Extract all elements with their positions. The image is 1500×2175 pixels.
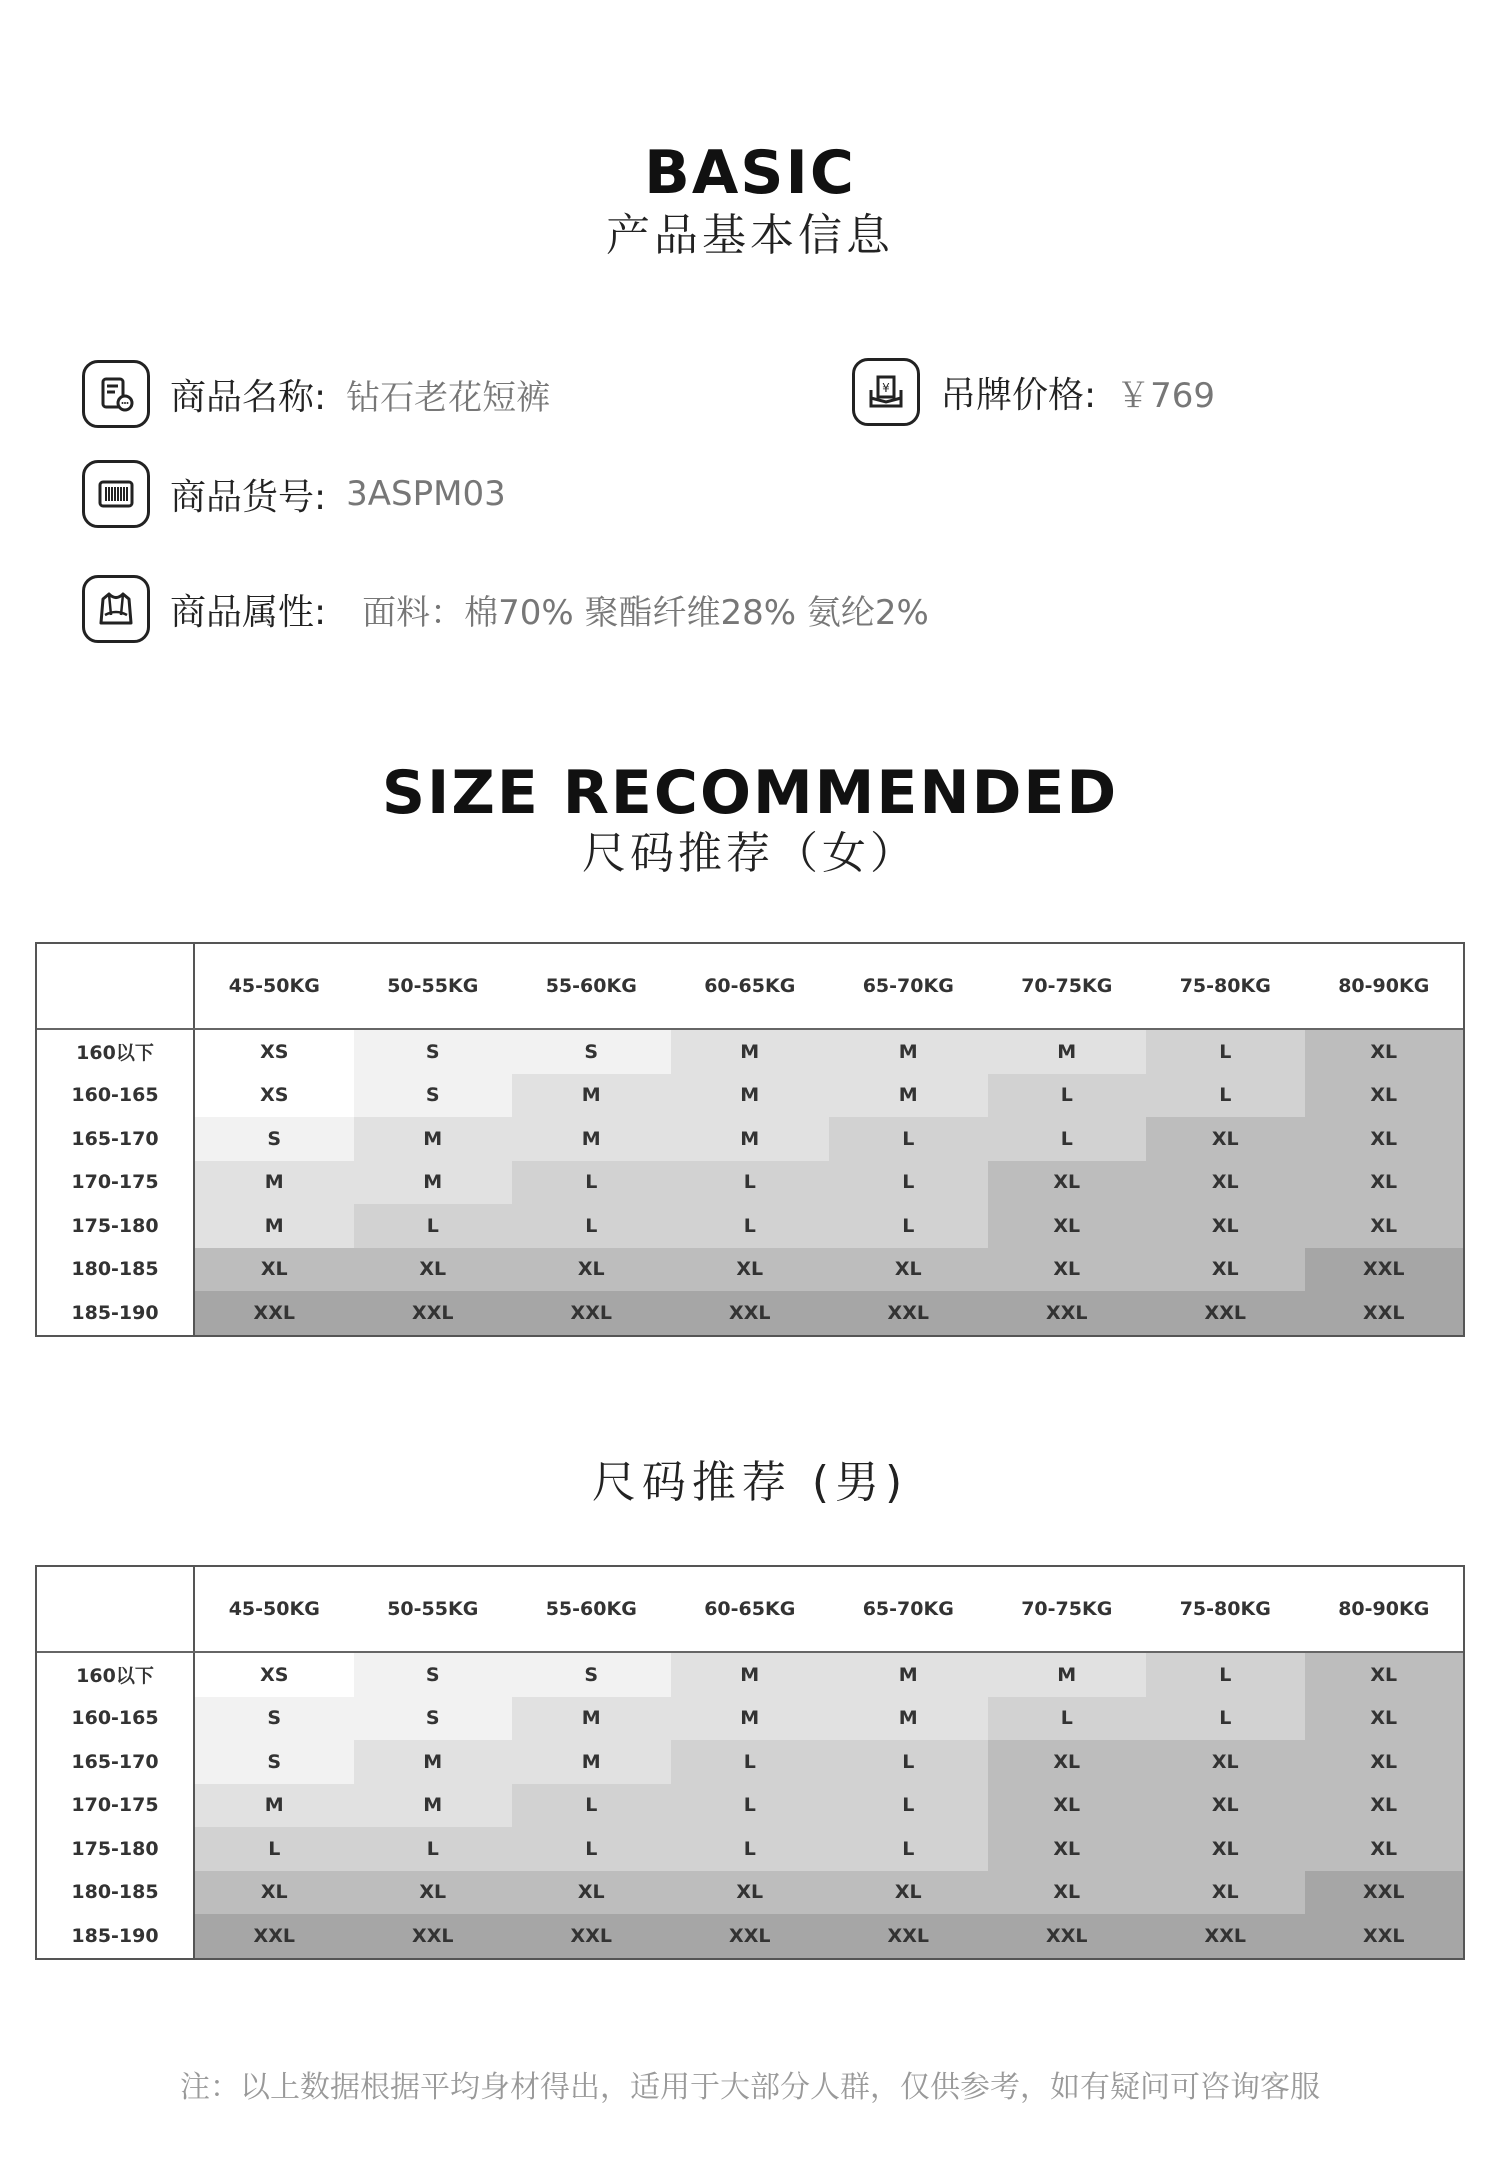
table-row: [37, 1740, 1463, 1784]
height-label: 185-190: [37, 1914, 195, 1958]
size-cell: XL: [988, 1827, 1147, 1871]
size-cell: L: [829, 1161, 988, 1205]
size-cell: XL: [1305, 1074, 1464, 1118]
table-row: [37, 1653, 1463, 1697]
size-cell: M: [354, 1784, 513, 1828]
size-cell: XS: [195, 1030, 354, 1074]
svg-text:¥: ¥: [882, 381, 890, 395]
size-cell: M: [671, 1117, 830, 1161]
size-cell: XL: [1305, 1653, 1464, 1697]
size-cell: XXL: [829, 1914, 988, 1958]
size-cell: L: [354, 1827, 513, 1871]
size-cell: M: [512, 1740, 671, 1784]
size-cell: XL: [988, 1248, 1147, 1292]
weight-header: 60-65KG: [704, 1598, 796, 1620]
weight-header: 65-70KG: [862, 975, 954, 997]
size-cell: XXL: [354, 1914, 513, 1958]
info-name-value: 钻石老花短裤: [346, 377, 551, 418]
weight-header: 70-75KG: [1021, 975, 1113, 997]
table-row: [37, 1697, 1463, 1741]
size-cell: XXL: [988, 1291, 1147, 1335]
size-cell: XXL: [1305, 1291, 1464, 1335]
size-cell: XL: [988, 1871, 1147, 1915]
basic-subtitle: 产品基本信息: [606, 210, 894, 261]
table-row: [37, 1784, 1463, 1828]
size-cell: XL: [1146, 1827, 1305, 1871]
size-cell: M: [512, 1697, 671, 1741]
size-cell: M: [829, 1030, 988, 1074]
size-cell: S: [354, 1074, 513, 1118]
size-cell: XL: [1305, 1697, 1464, 1741]
size-cell: XL: [1146, 1248, 1305, 1292]
barcode-icon: [82, 460, 150, 528]
weight-header: 55-60KG: [545, 975, 637, 997]
weight-header: 75-80KG: [1179, 975, 1271, 997]
size-cell: S: [354, 1697, 513, 1741]
size-cell: L: [829, 1784, 988, 1828]
size-table-women: [35, 942, 1465, 1337]
size-cell: XL: [988, 1204, 1147, 1248]
size-cell: M: [829, 1697, 988, 1741]
size-title: SIZE RECOMMENDED: [381, 758, 1119, 828]
size-cell: XL: [354, 1871, 513, 1915]
size-cell: M: [829, 1653, 988, 1697]
info-sku-row: [82, 460, 506, 528]
size-cell: M: [354, 1117, 513, 1161]
size-cell: XL: [512, 1871, 671, 1915]
size-cell: M: [671, 1030, 830, 1074]
size-cell: L: [988, 1697, 1147, 1741]
weight-header: 70-75KG: [1021, 1598, 1113, 1620]
height-label: 180-185: [37, 1248, 195, 1292]
size-cell: XL: [1146, 1161, 1305, 1205]
weight-header: 45-50KG: [228, 975, 320, 997]
table-row: [37, 1074, 1463, 1118]
info-price-value: ￥769: [1116, 375, 1216, 416]
info-attr-label: 商品属性:: [170, 591, 327, 633]
info-attr-value: 面料：棉70% 聚酯纤维28% 氨纶2%: [362, 592, 929, 633]
table-row: [37, 1291, 1463, 1335]
size-cell: L: [1146, 1653, 1305, 1697]
weight-header: 75-80KG: [1179, 1598, 1271, 1620]
height-label: 160-165: [37, 1697, 195, 1741]
size-cell: L: [512, 1161, 671, 1205]
height-label: 160-165: [37, 1074, 195, 1118]
size-cell: XL: [1146, 1117, 1305, 1161]
size-cell: XL: [1146, 1740, 1305, 1784]
size-cell: XS: [195, 1653, 354, 1697]
size-cell: XL: [671, 1871, 830, 1915]
size-cell: M: [512, 1074, 671, 1118]
size-cell: L: [988, 1074, 1147, 1118]
size-cell: M: [512, 1117, 671, 1161]
table-row: [37, 1117, 1463, 1161]
size-cell: XL: [1305, 1740, 1464, 1784]
size-cell: XL: [988, 1161, 1147, 1205]
size-cell: XXL: [512, 1291, 671, 1335]
size-cell: L: [988, 1117, 1147, 1161]
size-cell: L: [1146, 1697, 1305, 1741]
size-cell: XL: [1305, 1827, 1464, 1871]
height-label: 175-180: [37, 1204, 195, 1248]
info-name-row: [82, 360, 550, 428]
size-cell: L: [671, 1161, 830, 1205]
size-cell: M: [671, 1074, 830, 1118]
height-label: 170-175: [37, 1161, 195, 1205]
height-label: 175-180: [37, 1827, 195, 1871]
weight-header: 55-60KG: [545, 1598, 637, 1620]
size-cell: M: [988, 1030, 1147, 1074]
table-row: [37, 1827, 1463, 1871]
size-cell: M: [195, 1784, 354, 1828]
height-label: 165-170: [37, 1740, 195, 1784]
size-cell: S: [195, 1740, 354, 1784]
size-cell: S: [354, 1653, 513, 1697]
size-cell: XXL: [671, 1291, 830, 1335]
weight-header: 50-55KG: [387, 1598, 479, 1620]
info-attr-row: [82, 575, 929, 643]
size-cell: M: [671, 1697, 830, 1741]
table-header: [37, 944, 1463, 1030]
size-cell: S: [354, 1030, 513, 1074]
table-row: [37, 1871, 1463, 1915]
weight-header: 60-65KG: [704, 975, 796, 997]
size-cell: XL: [1146, 1204, 1305, 1248]
info-sku-label: 商品货号:: [170, 476, 327, 518]
size-cell: XL: [1305, 1117, 1464, 1161]
size-cell: M: [195, 1161, 354, 1205]
size-cell: XXL: [1146, 1291, 1305, 1335]
size-subtitle-women: 尺码推荐（女）: [582, 828, 918, 879]
size-cell: XXL: [195, 1914, 354, 1958]
size-cell: M: [829, 1074, 988, 1118]
height-label: 180-185: [37, 1871, 195, 1915]
size-cell: L: [512, 1827, 671, 1871]
size-cell: XXL: [1146, 1914, 1305, 1958]
weight-header: 50-55KG: [387, 975, 479, 997]
size-cell: L: [512, 1784, 671, 1828]
weight-header: 45-50KG: [228, 1598, 320, 1620]
size-cell: XXL: [1305, 1914, 1464, 1958]
table-row: [37, 1204, 1463, 1248]
size-cell: XL: [1305, 1784, 1464, 1828]
size-cell: XL: [512, 1248, 671, 1292]
document-icon: [82, 360, 150, 428]
table-row: [37, 1248, 1463, 1292]
shirt-icon: [82, 575, 150, 643]
size-cell: S: [512, 1030, 671, 1074]
size-cell: M: [195, 1204, 354, 1248]
size-cell: M: [671, 1653, 830, 1697]
size-cell: XXL: [195, 1291, 354, 1335]
info-name-label: 商品名称:: [170, 376, 327, 418]
size-cell: XL: [1146, 1871, 1305, 1915]
info-price-row: [852, 358, 1215, 426]
size-cell: XL: [354, 1248, 513, 1292]
size-cell: XL: [829, 1871, 988, 1915]
size-cell: L: [829, 1204, 988, 1248]
size-cell: XL: [988, 1740, 1147, 1784]
size-cell: L: [354, 1204, 513, 1248]
size-cell: M: [354, 1740, 513, 1784]
price-tag-icon: [852, 358, 920, 426]
size-cell: L: [829, 1740, 988, 1784]
height-label: 170-175: [37, 1784, 195, 1828]
size-cell: XXL: [1305, 1871, 1464, 1915]
size-cell: L: [671, 1827, 830, 1871]
height-label: 185-190: [37, 1291, 195, 1335]
table-corner: [37, 1567, 195, 1651]
size-cell: L: [671, 1740, 830, 1784]
size-cell: L: [1146, 1074, 1305, 1118]
table-corner: [37, 944, 195, 1028]
size-cell: XXL: [354, 1291, 513, 1335]
basic-title: BASIC: [644, 138, 856, 208]
weight-header: 80-90KG: [1338, 975, 1430, 997]
size-cell: S: [195, 1117, 354, 1161]
size-cell: XXL: [671, 1914, 830, 1958]
info-price-label: 吊牌价格:: [940, 374, 1097, 416]
size-cell: XL: [671, 1248, 830, 1292]
size-cell: L: [195, 1827, 354, 1871]
size-table-men: [35, 1565, 1465, 1960]
size-cell: XL: [1305, 1204, 1464, 1248]
size-cell: XL: [829, 1248, 988, 1292]
size-cell: L: [671, 1784, 830, 1828]
table-row: [37, 1914, 1463, 1958]
size-cell: S: [512, 1653, 671, 1697]
size-cell: XXL: [988, 1914, 1147, 1958]
size-cell: XXL: [829, 1291, 988, 1335]
size-cell: XXL: [512, 1914, 671, 1958]
size-cell: M: [354, 1161, 513, 1205]
size-cell: L: [1146, 1030, 1305, 1074]
info-sku-value: 3ASPM03: [346, 474, 506, 514]
size-cell: M: [988, 1653, 1147, 1697]
size-cell: L: [829, 1117, 988, 1161]
size-cell: XXL: [1305, 1248, 1464, 1292]
height-label: 165-170: [37, 1117, 195, 1161]
table-row: [37, 1161, 1463, 1205]
weight-header: 80-90KG: [1338, 1598, 1430, 1620]
size-subtitle-men: 尺码推荐 (男): [591, 1457, 909, 1508]
size-cell: XL: [195, 1248, 354, 1292]
size-cell: XL: [988, 1784, 1147, 1828]
size-cell: L: [671, 1204, 830, 1248]
height-label: 160以下: [37, 1653, 195, 1697]
table-row: [37, 1030, 1463, 1074]
table-header: [37, 1567, 1463, 1653]
size-cell: L: [829, 1827, 988, 1871]
size-cell: XL: [1305, 1030, 1464, 1074]
size-cell: XL: [195, 1871, 354, 1915]
weight-header: 65-70KG: [862, 1598, 954, 1620]
size-cell: XS: [195, 1074, 354, 1118]
size-cell: S: [195, 1697, 354, 1741]
footnote: 注：以上数据根据平均身材得出，适用于大部分人群，仅供参考，如有疑问可咨询客服: [180, 2070, 1320, 2105]
size-cell: XL: [1305, 1161, 1464, 1205]
size-cell: XL: [1146, 1784, 1305, 1828]
height-label: 160以下: [37, 1030, 195, 1074]
size-cell: L: [512, 1204, 671, 1248]
